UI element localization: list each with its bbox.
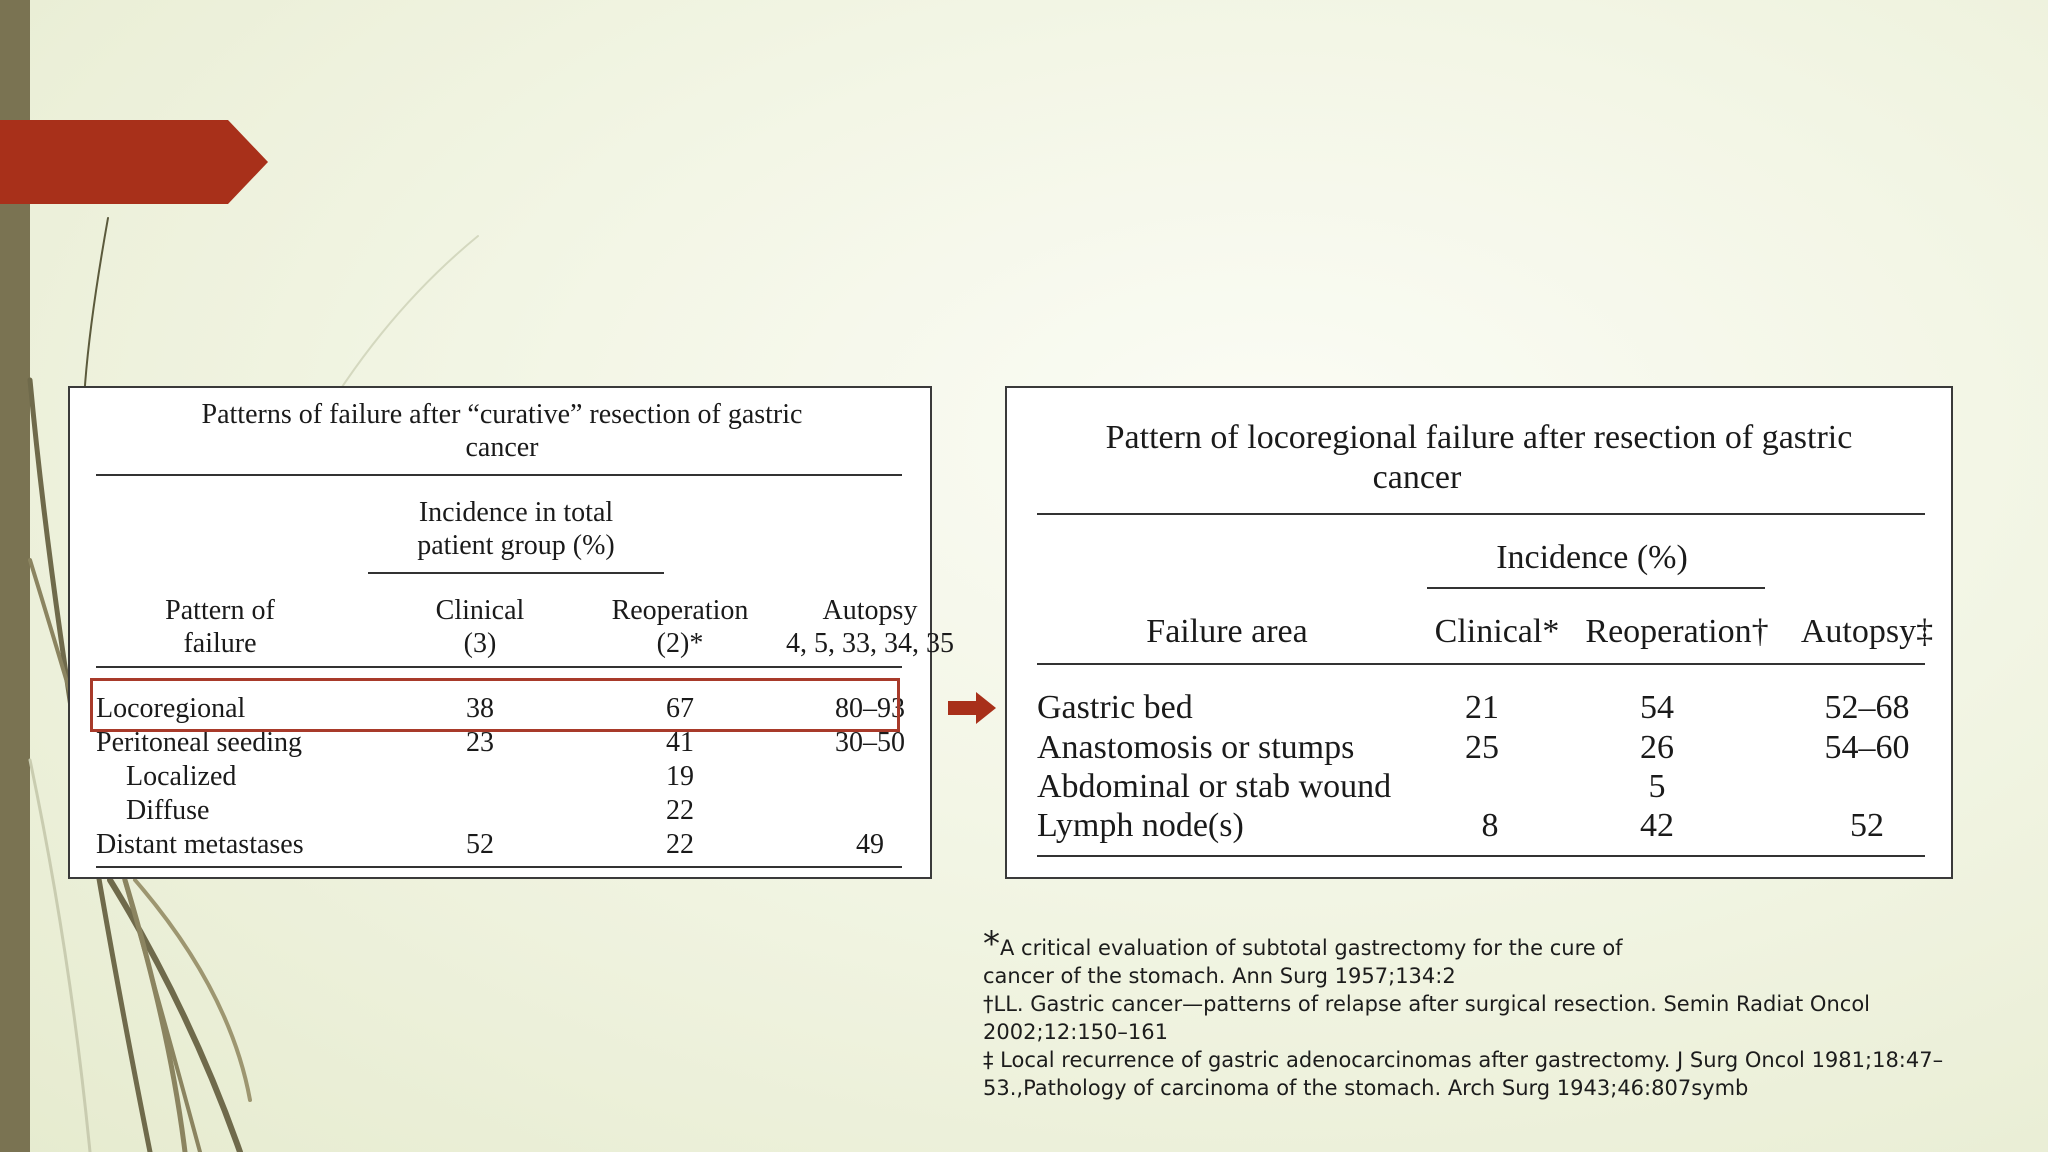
footnote-star: * xyxy=(983,924,1000,964)
reference-1-cont: cancer of the stomach. Ann Surg 1957;134:2 xyxy=(983,964,1456,988)
row-label: Peritoneal seeding xyxy=(96,727,303,758)
cell-clinical: 23 xyxy=(466,727,494,758)
cell-reoperation: 42 xyxy=(1640,807,1674,844)
section-marker-arrow xyxy=(0,120,268,204)
row-label: Gastric bed xyxy=(1037,689,1193,726)
row-label: Anastomosis or stumps xyxy=(1037,729,1355,766)
column-header-autopsy-cont: 4, 5, 33, 34, 35 xyxy=(786,628,954,659)
locoregional-failure-table xyxy=(1005,386,1953,879)
right-arrow-icon xyxy=(948,692,996,724)
column-header-autopsy: Autopsy‡ xyxy=(1800,613,1934,650)
table-title-cont: cancer xyxy=(1372,459,1462,496)
column-header-reoperation: Reoperation xyxy=(611,595,749,626)
cell-clinical: 25 xyxy=(1465,729,1499,766)
column-header-autopsy: Autopsy xyxy=(822,595,918,626)
column-header-pattern-cont: failure xyxy=(183,628,257,659)
failure-patterns-table xyxy=(68,386,954,879)
reference-3: ‡ Local recurrence of gastric adenocarcinomas after gastrectomy. J Surg Oncol 1981;18:47–53.,Pathology of carcinoma of the stomach. Arch Surg 1943;46:807symb xyxy=(983,1048,1944,1100)
group-header: Incidence (%) xyxy=(1496,539,1688,576)
reference-2: †LL. Gastric cancer—patterns of relapse after surgical resection. Semin Radiat Oncol 2002;12:150–161 xyxy=(983,992,1871,1044)
column-header-clinical: Clinical* xyxy=(1434,613,1560,650)
cell-autopsy: 30–50 xyxy=(835,727,905,758)
cell-reoperation: 41 xyxy=(666,727,694,758)
cell-clinical: 52 xyxy=(466,829,494,860)
cell-reoperation: 26 xyxy=(1640,729,1674,766)
column-header-reoperation: Reoperation† xyxy=(1585,613,1769,650)
cell-reoperation: 67 xyxy=(666,693,694,724)
cell-reoperation: 22 xyxy=(666,795,694,826)
row-label: Distant metastases xyxy=(96,829,304,860)
locoregional-highlight-box xyxy=(90,678,900,732)
cell-clinical: 21 xyxy=(1465,689,1499,726)
cell-autopsy: 52–68 xyxy=(1824,689,1910,726)
cell-clinical: 38 xyxy=(466,693,494,724)
row-label: Localized xyxy=(126,761,237,792)
row-label: Diffuse xyxy=(126,795,210,826)
column-header-reoperation-cont: (2)* xyxy=(656,628,704,659)
cell-autopsy: 49 xyxy=(856,829,884,860)
cell-reoperation: 22 xyxy=(666,829,694,860)
row-label: Abdominal or stab wound xyxy=(1037,768,1392,805)
cell-autopsy: 52 xyxy=(1850,807,1884,844)
column-header-clinical-cont: (3) xyxy=(463,628,497,659)
column-header-failure-area: Failure area xyxy=(1146,613,1308,650)
table-title: Patterns of failure after “curative” resection of gastric xyxy=(201,399,803,430)
reference-1-text: A critical evaluation of subtotal gastrectomy for the cure of xyxy=(1000,936,1623,960)
cell-reoperation: 54 xyxy=(1640,689,1674,726)
column-header-clinical: Clinical xyxy=(435,595,525,626)
row-label: Lymph node(s) xyxy=(1037,807,1244,844)
cell-reoperation: 19 xyxy=(666,761,694,792)
cell-autopsy: 80–93 xyxy=(835,693,905,724)
group-header-cont: patient group (%) xyxy=(417,530,615,561)
cell-autopsy: 54–60 xyxy=(1824,729,1910,766)
cell-reoperation: 5 xyxy=(1648,768,1666,805)
references xyxy=(983,924,1993,1102)
reference-1 xyxy=(983,924,1993,964)
cell-clinical: 8 xyxy=(1481,807,1499,844)
column-header-pattern: Pattern of xyxy=(165,595,275,626)
table-title: Pattern of locoregional failure after resection of gastric xyxy=(1105,419,1853,456)
row-label: Locoregional xyxy=(96,693,246,724)
group-header: Incidence in total xyxy=(418,497,614,528)
table-title-cont: cancer xyxy=(465,432,539,463)
